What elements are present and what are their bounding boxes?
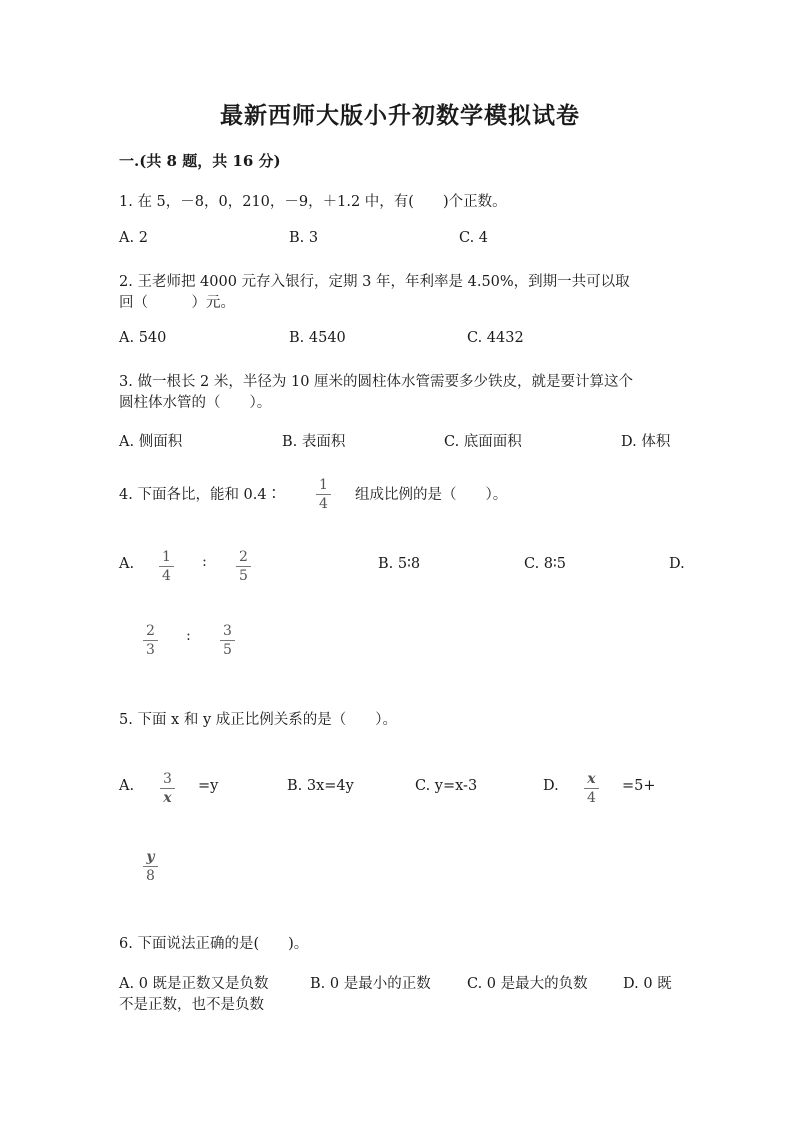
q5-option-a-tail: =y <box>198 778 219 794</box>
q1-option-c: C. 4 <box>459 230 489 246</box>
fraction-bar <box>143 640 158 641</box>
question-5-stem: 5. 下面 x 和 y 成正比例关系的是（ ）。 <box>119 712 397 728</box>
q1-option-a: A. 2 <box>119 230 148 246</box>
fraction-denominator: 4 <box>319 496 328 512</box>
q4-option-c: C. 8∶5 <box>524 556 567 572</box>
q4-option-a-fraction-1 <box>159 549 174 584</box>
q6-option-b: B. 0 是最小的正数 <box>310 976 431 992</box>
q2-option-b: B. 4540 <box>289 330 346 346</box>
question-2-stem-line1: 2. 王老师把 4000 元存入银行，定期 3 年，年利率是 4.50%，到期一共可以取 <box>119 274 630 290</box>
question-4-stem-a: 4. 下面各比，能和 0.4∶ <box>119 487 282 503</box>
fraction-numerator: x <box>587 771 596 787</box>
fraction-numerator: 2 <box>146 623 155 639</box>
q4-option-a-fraction-2 <box>236 549 251 584</box>
q6-option-d-continued: 不是正数，也不是负数 <box>119 997 264 1013</box>
q3-option-d: D. 体积 <box>621 434 671 450</box>
q5-option-c: C. y=x-3 <box>415 778 478 794</box>
fraction-numerator: y <box>146 849 155 865</box>
q4-option-d-fraction-1 <box>143 623 158 658</box>
q2-option-a: A. 540 <box>119 330 167 346</box>
q5-option-d-fraction <box>584 771 599 806</box>
q4-option-d-fraction-2 <box>220 623 235 658</box>
q4-stem-fraction <box>316 477 331 512</box>
fraction-bar <box>143 866 158 867</box>
fraction-denominator: 5 <box>223 642 232 658</box>
q5-option-a-label: A. <box>119 778 135 794</box>
q5-option-d-tail: =5+ <box>622 778 656 794</box>
question-1-stem: 1. 在 5，－8，0，210，－9，＋1.2 中，有( )个正数。 <box>119 194 507 210</box>
section-heading: 一.(共 8 题，共 16 分) <box>119 152 281 170</box>
fraction-numerator: 1 <box>319 477 328 493</box>
q6-option-c: C. 0 是最大的负数 <box>467 976 588 992</box>
fraction-bar <box>316 494 331 495</box>
q2-option-c: C. 4432 <box>467 330 524 346</box>
fraction-denominator: x <box>163 790 172 806</box>
fraction-denominator: 5 <box>239 568 248 584</box>
q5-option-b: B. 3x=4y <box>287 778 354 794</box>
fraction-numerator: 2 <box>239 549 248 565</box>
q5-option-d-label: D. <box>543 778 559 794</box>
question-3-stem-line2: 圆柱体水管的（ ）。 <box>119 395 272 411</box>
fraction-bar <box>160 788 175 789</box>
fraction-numerator: 3 <box>163 771 172 787</box>
q5-option-d-fraction-2 <box>143 849 158 884</box>
q3-option-a: A. 侧面积 <box>119 434 183 450</box>
q6-option-d: D. 0 既 <box>623 976 672 992</box>
q3-option-b: B. 表面积 <box>282 434 346 450</box>
q5-option-a-fraction <box>160 771 175 806</box>
fraction-bar <box>220 640 235 641</box>
q4-option-a-label: A. <box>119 556 135 572</box>
question-2-stem-line2: 回（ ）元。 <box>119 295 235 311</box>
page-title: 最新西师大版小升初数学模拟试卷 <box>220 102 580 129</box>
fraction-bar <box>159 566 174 567</box>
q3-option-c: C. 底面面积 <box>444 434 522 450</box>
fraction-denominator: 4 <box>587 790 596 806</box>
q4-option-b: B. 5∶8 <box>378 556 421 572</box>
ratio-colon: : <box>202 554 207 570</box>
question-4-stem-b: 组成比例的是（ ）。 <box>355 487 508 503</box>
q1-option-b: B. 3 <box>289 230 319 246</box>
q6-option-a: A. 0 既是正数又是负数 <box>119 976 269 992</box>
fraction-numerator: 3 <box>223 623 232 639</box>
fraction-numerator: 1 <box>162 549 171 565</box>
ratio-colon: : <box>186 628 191 644</box>
q4-option-d-label: D. <box>669 556 685 572</box>
fraction-denominator: 3 <box>146 642 155 658</box>
fraction-denominator: 4 <box>162 568 171 584</box>
fraction-denominator: 8 <box>146 868 155 884</box>
question-3-stem-line1: 3. 做一根长 2 米，半径为 10 厘米的圆柱体水管需要多少铁皮，就是要计算这个 <box>119 374 634 390</box>
fraction-bar <box>236 566 251 567</box>
fraction-bar <box>584 788 599 789</box>
question-6-stem: 6. 下面说法正确的是( )。 <box>119 936 309 952</box>
